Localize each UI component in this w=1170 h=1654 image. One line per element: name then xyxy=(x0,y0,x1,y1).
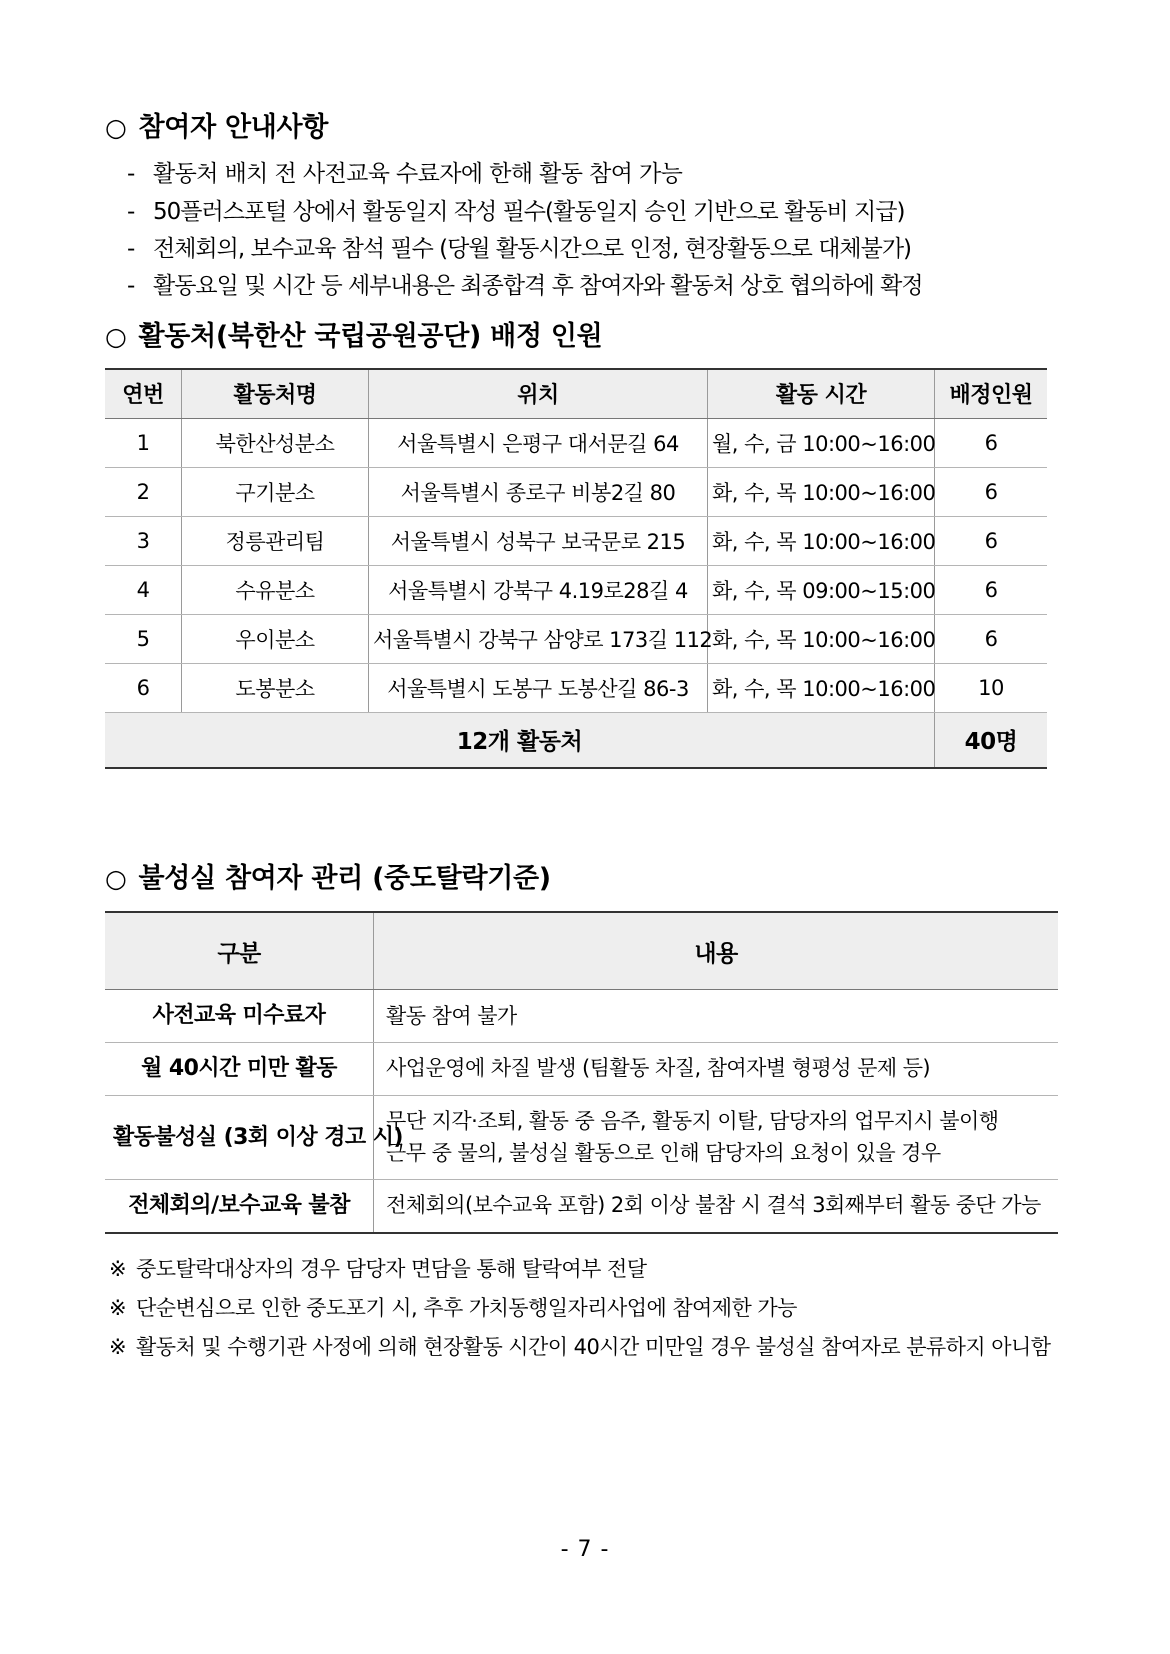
table-row xyxy=(105,467,1047,516)
cell-name: 북한산성분소 xyxy=(182,418,369,467)
total-count: 40명 xyxy=(935,712,1048,768)
detail-line-1: 활동 참여 불가 xyxy=(386,1003,517,1028)
table-row xyxy=(105,418,1047,467)
detail-line-1: 사업운영에 차질 발생 (팀활동 차질, 참여자별 형평성 문제 등) xyxy=(386,1056,931,1081)
column-header-time: 활동 시간 xyxy=(708,369,935,419)
table-header xyxy=(105,369,1047,419)
category-line-1: 사전교육 미수료자 xyxy=(152,1003,326,1029)
page-number: - 7 - xyxy=(560,1537,610,1562)
section-heading-assignment xyxy=(105,319,1050,355)
list-item xyxy=(105,231,1050,268)
cell-count: 10 xyxy=(935,663,1048,712)
dash-marker: - xyxy=(127,161,135,188)
cell-detail xyxy=(374,990,1059,1043)
cell-location: 서울특별시 성북구 보국문로 215 xyxy=(369,516,708,565)
cell-count: 6 xyxy=(935,418,1048,467)
table-row xyxy=(105,990,1058,1043)
circle-marker-icon: ○ xyxy=(105,863,127,893)
reference-mark-icon: ※ xyxy=(109,1256,127,1281)
dash-marker: - xyxy=(127,273,135,300)
cell-count: 6 xyxy=(935,565,1048,614)
cell-name: 구기분소 xyxy=(182,467,369,516)
cell-count: 6 xyxy=(935,516,1048,565)
cell-name: 수유분소 xyxy=(182,565,369,614)
detail-line-2: 근무 중 물의, 불성실 활동으로 인해 담당자의 요청이 있을 경우 xyxy=(386,1140,941,1165)
table-total-row xyxy=(105,712,1047,768)
column-header-location: 위치 xyxy=(369,369,708,419)
circle-marker-icon: ○ xyxy=(105,113,127,142)
table-row xyxy=(105,516,1047,565)
list-item-text: 활동처 배치 전 사전교육 수료자에 한해 활동 참여 가능 xyxy=(153,161,683,188)
dash-marker: - xyxy=(127,198,135,225)
detail-line-1: 전체회의(보수교육 포함) 2회 이상 불참 시 결석 3회째부터 활동 중단 가능 xyxy=(386,1193,1041,1218)
footnote-text: 중도탈락대상자의 경우 담당자 면담을 통해 탈락여부 전달 xyxy=(136,1256,647,1281)
footnote-item xyxy=(109,1289,1050,1328)
footnote-item xyxy=(109,1250,1050,1289)
table-row xyxy=(105,1096,1058,1180)
total-label: 12개 활동처 xyxy=(105,712,935,768)
dash-marker: - xyxy=(127,235,135,262)
cell-category xyxy=(105,990,374,1043)
section-heading-management-label: 불성실 참여자 관리 (중도탈락기준) xyxy=(138,862,551,894)
cell-location: 서울특별시 강북구 삼양로 173길 112 xyxy=(369,614,708,663)
list-item xyxy=(105,268,1050,305)
cell-time: 화, 수, 목 10:00~16:00 xyxy=(708,663,935,712)
cell-time: 화, 수, 목 09:00~15:00 xyxy=(708,565,935,614)
table-header-row xyxy=(105,369,1047,419)
table-row xyxy=(105,1043,1058,1096)
category-line-2: (3회 이상 경고 시) xyxy=(223,1124,403,1150)
section-heading-management xyxy=(105,861,1050,897)
cell-no: 1 xyxy=(105,418,182,467)
cell-name: 도봉분소 xyxy=(182,663,369,712)
list-item-text: 전체회의, 보수교육 참석 필수 (당월 활동시간으로 인정, 현장활동으로 대체불가) xyxy=(153,235,912,262)
cell-location: 서울특별시 종로구 비봉2길 80 xyxy=(369,467,708,516)
footnote-text: 활동처 및 수행기관 사정에 의해 현장활동 시간이 40시간 미만일 경우 불성실 참여자로 분류하지 아니함 xyxy=(136,1334,1051,1359)
column-header-name: 활동처명 xyxy=(182,369,369,419)
category-line-1: 월 40시간 미만 활동 xyxy=(141,1056,337,1082)
reference-mark-icon: ※ xyxy=(109,1334,127,1359)
table-body xyxy=(105,990,1058,1233)
list-item xyxy=(105,194,1050,231)
cell-detail xyxy=(374,1096,1059,1180)
cell-location: 서울특별시 은평구 대서문길 64 xyxy=(369,418,708,467)
dropout-criteria-table xyxy=(105,911,1058,1234)
table-header-row xyxy=(105,912,1058,990)
category-line-1: 활동불성실 xyxy=(113,1124,217,1150)
cell-detail xyxy=(374,1180,1059,1233)
cell-count: 6 xyxy=(935,467,1048,516)
table-row xyxy=(105,663,1047,712)
cell-name: 우이분소 xyxy=(182,614,369,663)
column-header-category: 구분 xyxy=(105,912,374,990)
cell-location: 서울특별시 도봉구 도봉산길 86-3 xyxy=(369,663,708,712)
table-row xyxy=(105,1180,1058,1233)
section-heading-notice-label: 참여자 안내사항 xyxy=(138,112,329,143)
cell-no: 4 xyxy=(105,565,182,614)
cell-category xyxy=(105,1180,374,1233)
section-heading-notice xyxy=(105,110,1050,146)
cell-no: 6 xyxy=(105,663,182,712)
cell-time: 월, 수, 금 10:00~16:00 xyxy=(708,418,935,467)
cell-category xyxy=(105,1043,374,1096)
column-header-count: 배정인원 xyxy=(935,369,1048,419)
footnote-text: 단순변심으로 인한 중도포기 시, 추후 가치동행일자리사업에 참여제한 가능 xyxy=(136,1295,797,1320)
cell-count: 6 xyxy=(935,614,1048,663)
cell-time: 화, 수, 목 10:00~16:00 xyxy=(708,467,935,516)
circle-marker-icon: ○ xyxy=(105,322,127,352)
table-body xyxy=(105,418,1047,768)
cell-location: 서울특별시 강북구 4.19로28길 4 xyxy=(369,565,708,614)
notice-bullet-list xyxy=(105,156,1050,305)
category-line-1: 전체회의/보수교육 불참 xyxy=(128,1193,350,1219)
cell-time: 화, 수, 목 10:00~16:00 xyxy=(708,614,935,663)
list-item-text: 50플러스포털 상에서 활동일지 작성 필수(활동일지 승인 기반으로 활동비 지급) xyxy=(153,198,905,225)
detail-line-1: 무단 지각·조퇴, 활동 중 음주, 활동지 이탈, 담당자의 업무지시 불이행 xyxy=(386,1109,999,1134)
reference-mark-icon: ※ xyxy=(109,1295,127,1320)
cell-category xyxy=(105,1096,403,1180)
cell-detail xyxy=(374,1043,1059,1096)
table-row xyxy=(105,565,1047,614)
column-header-no: 연번 xyxy=(105,369,182,419)
section-heading-assignment-label: 활동처(북한산 국립공원공단) 배정 인원 xyxy=(138,321,603,353)
cell-no: 3 xyxy=(105,516,182,565)
cell-no: 2 xyxy=(105,467,182,516)
list-item xyxy=(105,156,1050,193)
column-header-detail: 내용 xyxy=(374,912,1059,990)
table-row xyxy=(105,614,1047,663)
list-item-text: 활동요일 및 시간 등 세부내용은 최종합격 후 참여자와 활동처 상호 협의하에 확정 xyxy=(153,273,923,300)
cell-no: 5 xyxy=(105,614,182,663)
cell-name: 정릉관리팀 xyxy=(182,516,369,565)
venue-assignment-table xyxy=(105,368,1047,769)
cell-time: 화, 수, 목 10:00~16:00 xyxy=(708,516,935,565)
table-header xyxy=(105,912,1058,990)
footnote-item xyxy=(109,1328,1050,1367)
footnote-list xyxy=(105,1250,1050,1367)
